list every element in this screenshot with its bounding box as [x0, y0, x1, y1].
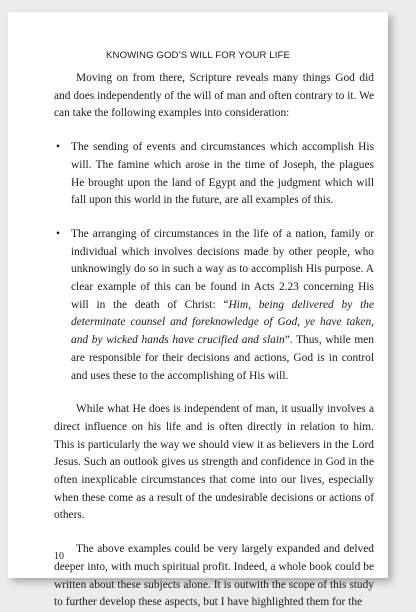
bullet-dot-icon: • — [56, 141, 60, 154]
body-paragraph: While what He does is independent of man, it usually involves a direct influence on his life and is often directly in relation to him. This is particularly the way we should view it as believers in the Lord Jesus. Such an outlook gives us strength and confidence in God in the often inexplicable circumstances that come into our lives, especially when these come as a result of the undesirable decisions or actions of others. — [54, 403, 374, 522]
bullet-item — [54, 139, 374, 210]
book-page — [8, 12, 388, 609]
page-number: 10 — [54, 551, 64, 562]
bullet-text: The sending of events and circumstances which accomplish His will. The famine which arose in the time of Joseph, the plagues He brought upon the land of Egypt and the judgment which will fall upon this world in the future, are all examples of this. — [71, 141, 374, 207]
scripture-quote: Him, being delivered by the determinate counsel and foreknowledge of God, ye have taken, and by wicked hands have crucified and slain — [71, 298, 374, 347]
bullet-dot-icon: • — [56, 227, 60, 240]
bullet-text-continued: ”. Thus, while men are responsible for their decisions and actions, God is in control and uses these to the accomplishing of His will. — [71, 334, 374, 382]
bullet-text: The arranging of circumstances in the life of a nation, family or individual which involves decisions made by other people, who unknowingly do so in such a way as to accomplish His purpose. A clear example of this can be found in Acts 2.23 concerning His will in the death of Christ: “ — [71, 227, 374, 311]
running-header: KNOWING GOD’S WILL FOR YOUR LIFE — [106, 50, 290, 61]
bullet-item — [54, 226, 374, 385]
page-body — [54, 70, 374, 612]
body-paragraph: The above examples could be very largely expanded and delved deeper into, with much spiritual profit. Indeed, a whole book could be written about these subjects alone. It is outwith the scope of this study to further develop these aspects, but I have highlighted them for the — [54, 543, 374, 609]
intro-paragraph: Moving on from there, Scripture reveals many things God did and does independently of the will of man and often contrary to it. We can take the following examples into consideration: — [54, 72, 374, 120]
